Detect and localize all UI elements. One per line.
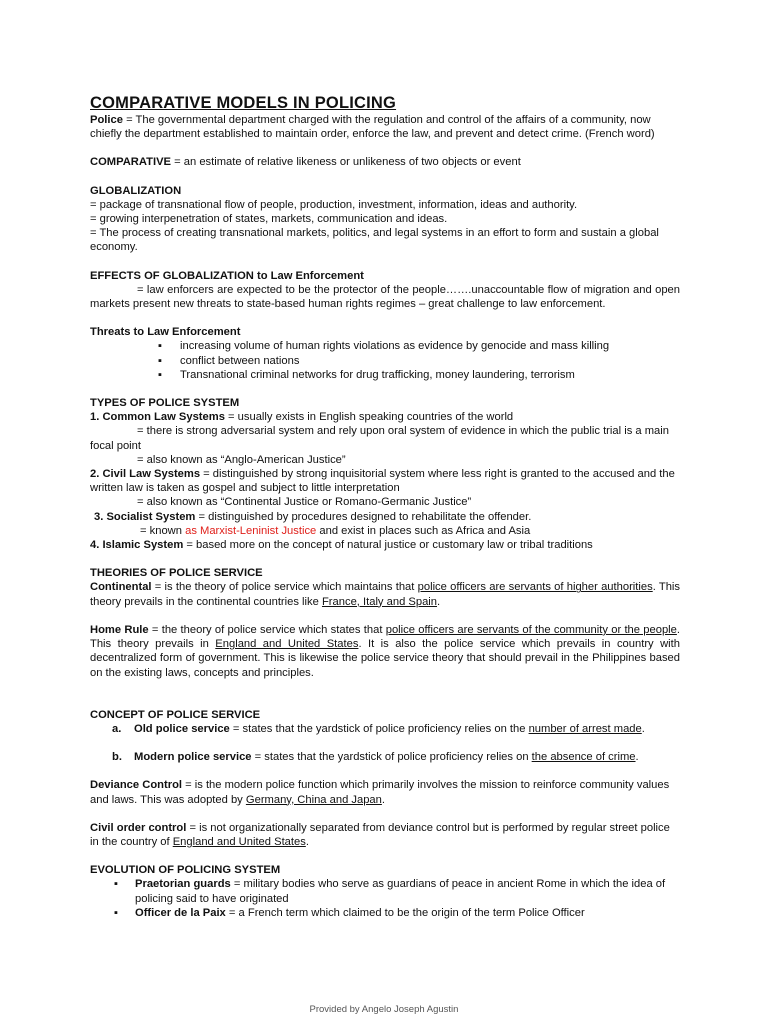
continental-theory: Continental = is the theory of police service which maintains that police officers are servants of higher authorities. This theory prevails in the continental countries like France, Italy and Spain. [90, 581, 680, 608]
list-item: ▪ Transnational criminal networks for drug trafficking, money laundering, terrorism [158, 368, 575, 381]
threats-list [90, 339, 680, 382]
heading-concept: CONCEPT OF POLICE SERVICE [90, 708, 261, 721]
civil-law-aka: = also known as “Continental Justice or Romano-Germanic Justice” [137, 496, 472, 509]
common-law-detail: = there is strong adversarial system and rely upon oral system of evidence in which the public trial is a main [137, 425, 669, 438]
list-item: ▪ conflict between nations [158, 354, 300, 367]
bullet-icon: ▪ [158, 354, 162, 367]
heading-theories: THEORIES OF POLICE SERVICE [90, 567, 263, 580]
common-law-system: 1. Common Law Systems = usually exists in English speaking countries of the world [90, 411, 514, 424]
document-page [90, 93, 680, 920]
list-item: ▪ increasing volume of human rights violations as evidence by genocide and mass killing [158, 340, 610, 353]
list-item: ▪ Officer de la Paix = a French term which claimed to be the origin of the term Police Officer [114, 906, 585, 919]
term-police: Police [90, 114, 123, 126]
socialist-aka: = known as Marxist-Leninist Justice and exist in places such as Africa and Asia [140, 524, 531, 537]
page-title: COMPARATIVE MODELS IN POLICING [90, 94, 397, 112]
comparative-definition: COMPARATIVE = an estimate of relative likeness or unlikeness of two objects or event [90, 156, 521, 169]
page-footer: Provided by Angelo Joseph Agustin [309, 1004, 459, 1015]
home-rule-theory: Home Rule = the theory of police service which states that police officers are servants of the community or the people. This theory prevails in England and United States. It is also the police service which prevails in country with decentralized form of government. This is likewise the police service theory that should prevail in the Philippines based on the existing laws, concepts and principles. [90, 623, 680, 679]
heading-effects: EFFECTS OF GLOBALIZATION to Law Enforcement [90, 269, 364, 282]
deviance-control: Deviance Control = is the modern police function which primarily involves the mission to reinforce community values and laws. This was adopted by Germany, China and Japan. [90, 779, 670, 806]
civil-law-system: 2. Civil Law Systems = distinguished by strong inquisitorial system where less right is granted to the accused and the written law is taken as gospel and subject to little interpretation [90, 468, 675, 495]
globalization-line: = package of transnational flow of people, production, investment, information, ideas and authority. [90, 198, 578, 211]
socialist-system: 3. Socialist System = distinguished by procedures designed to rehabilitate the offender. [94, 510, 532, 523]
bullet-icon: ▪ [114, 906, 118, 919]
civil-order-control: Civil order control = is not organizationally separated from deviance control but is performed by regular street police in the country of England and United States. [90, 821, 670, 848]
heading-threats: Threats to Law Enforcement [90, 326, 241, 339]
common-law-detail: focal point [90, 439, 141, 452]
list-item: ▪ Praetorian guards = military bodies who serve as guardians of peace in ancient Rome in which the idea of policing said to have originated [114, 878, 666, 905]
islamic-system: 4. Islamic System = based more on the concept of natural justice or customary law or tribal traditions [90, 539, 593, 552]
highlighted-text: as Marxist-Leninist Justice [185, 524, 317, 537]
heading-evolution: EVOLUTION OF POLICING SYSTEM [90, 864, 281, 877]
bullet-icon: ▪ [114, 878, 118, 891]
globalization-line: = The process of creating transnational markets, politics, and legal systems in an effort to form and sustain a global economy. [90, 227, 659, 254]
list-item: a. Old police service = states that the yardstick of police proficiency relies on the number of arrest made. [112, 722, 645, 735]
effects-text: = law enforcers are expected to be the protector of the people…….unaccountable flow of migration and open markets present new threats to state-based human rights regimes – great challenge to law enforcement. [90, 283, 680, 311]
evolution-list [90, 877, 680, 920]
heading-globalization: GLOBALIZATION [90, 184, 182, 197]
list-item: b. Modern police service = states that the yardstick of police proficiency relies on the absence of crime. [112, 751, 639, 764]
globalization-line: = growing interpenetration of states, markets, communication and ideas. [90, 213, 448, 226]
common-law-aka: = also known as “Anglo-American Justice” [137, 453, 346, 466]
bullet-icon: ▪ [158, 368, 162, 381]
heading-types: TYPES OF POLICE SYSTEM [90, 397, 240, 410]
police-definition: Police = The governmental department charged with the regulation and control of the affairs of a community, now chiefly the department established to maintain order, enforce the law, and prevent and detect crime. (French word) [90, 114, 655, 141]
bullet-icon: ▪ [158, 340, 162, 353]
